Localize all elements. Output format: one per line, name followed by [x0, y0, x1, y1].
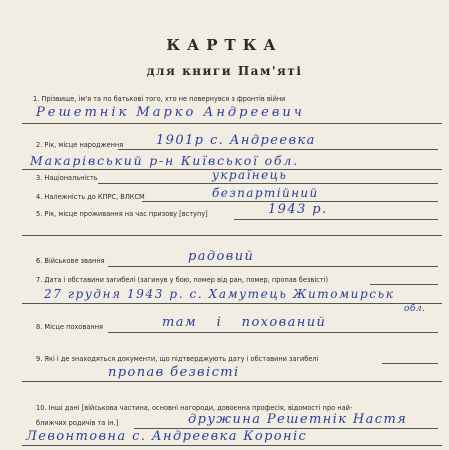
- field-5-value: 1943 р.: [268, 202, 328, 217]
- field-8-value: там і похований: [162, 315, 327, 330]
- field-8-line: [108, 332, 438, 333]
- field-9-value: пропав безвісті: [108, 365, 240, 380]
- field-6-line: [108, 266, 438, 267]
- field-9-line-2: [22, 381, 442, 382]
- field-4-value: безпартійний: [212, 186, 319, 200]
- field-7-line-1: [370, 284, 438, 285]
- field-2-value-line2: Макарівський р-н Київської обл.: [30, 153, 299, 168]
- field-2-line-1: [118, 149, 438, 150]
- field-7-value-line1: 27 грудня 1943 р. с. Хамутець Житомирськ: [44, 287, 395, 301]
- field-6-value: радовий: [188, 249, 255, 264]
- field-9-label: 9. Які і де знаходяться документи, що підтверджують дату і обставини загибелі: [36, 355, 319, 363]
- field-5-line-2: [22, 235, 442, 236]
- field-8-label: 8. Місце поховання: [36, 323, 103, 331]
- field-10-label-line2: ближчих родичів та ін.]: [36, 419, 119, 427]
- field-10-line-2: [22, 445, 442, 446]
- field-6-label: 6. Військове звання: [36, 257, 105, 265]
- field-1-line: [22, 123, 442, 124]
- field-4-label: 4. Належність до КПРС, ВЛКСМ: [36, 193, 145, 201]
- field-10-value-line2: Левонтовна с. Андреевка Короніс: [26, 429, 308, 444]
- field-3-value: українець: [212, 168, 288, 182]
- field-10-label-line1: 10. Інші дані [військова частина, основні нагороди, довоєнна професія, відомості про най-: [36, 404, 353, 412]
- field-10-value-line1: дружина Решетнік Настя: [188, 412, 408, 427]
- field-2-label: 2. Рік, місце народження: [36, 141, 124, 149]
- field-5-line-1: [234, 219, 438, 220]
- card-title: КАРТКА: [166, 36, 283, 54]
- field-1-value: Решетнік Марко Андреевич: [36, 105, 305, 120]
- field-7-value-line2: обл.: [404, 304, 426, 314]
- field-9-line-1: [382, 363, 438, 364]
- field-7-label: 7. Дата і обставини загибелі (загинув у бою, помер від ран, помер, пропав безвісті): [36, 276, 329, 284]
- field-3-line: [98, 183, 438, 184]
- field-5-label: 5. Рік, місце проживання на час призову [вступу]: [36, 210, 208, 218]
- field-1-label: 1. Прізвище, ім'я та по батькові того, хто не повернувся з фронтів війни: [33, 95, 286, 103]
- field-2-value-line1: 1901р с. Андреевка: [156, 133, 316, 148]
- field-7-line-2: [22, 303, 442, 304]
- field-3-label: 3. Національність: [36, 174, 98, 182]
- card-subtitle: для книги Пам'яті: [146, 64, 303, 78]
